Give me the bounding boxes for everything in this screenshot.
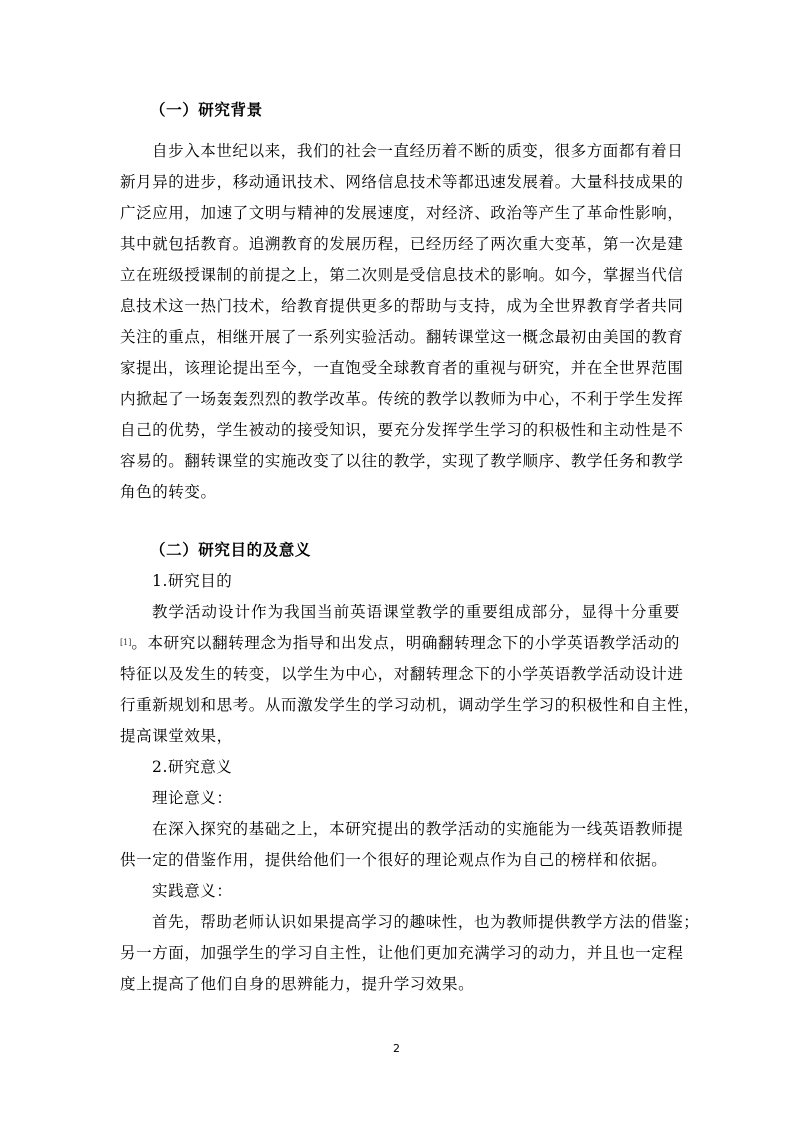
paragraph-line: 在深入探究的基础之上，本研究提出的教学活动的实施能为一线英语教师提: [152, 820, 684, 838]
paragraph-line: 广泛应用，加速了文明与精神的发展速度，对经济、政治等产生了革命性影响，: [120, 204, 684, 222]
label-practice-significance: 实践意义：: [152, 882, 233, 900]
paragraph-line: 行重新规划和思考。从而激发学生的学习动机，调动学生学习的积极性和自主性，: [120, 696, 700, 714]
subheading-significance: 2.研究意义: [152, 758, 233, 776]
section-heading-purpose: （二）研究目的及意义: [150, 540, 312, 559]
paragraph-line: 度上提高了他们自身的思辨能力，提升学习效果。: [120, 975, 475, 993]
paragraph-line: 首先，帮助老师认识如果提高学习的趣味性，也为教师提供教学方法的借鉴；: [152, 913, 700, 931]
paragraph-line: 供一定的借鉴作用，提供给他们一个很好的理论观点作为自己的榜样和依据。: [120, 851, 668, 869]
paragraph-line: 特征以及发生的转变，以学生为中心，对翻转理念下的小学英语教学活动设计进: [120, 665, 684, 683]
paragraph-line: 息技术这一热门技术，给教育提供更多的帮助与支持，成为全世界教育学者共同: [120, 297, 684, 315]
paragraph-line: 自步入本世纪以来，我们的社会一直经历着不断的质变，很多方面都有着日: [152, 142, 684, 160]
paragraph-line: 关注的重点，相继开展了一系列实验活动。翻转课堂这一概念最初由美国的教育: [120, 328, 684, 346]
paragraph-line: 家提出，该理论提出至今，一直饱受全球教育者的重视与研究，并在全世界范围: [120, 359, 684, 377]
paragraph-line: 容易的。翻转课堂的实施改变了以往的教学，实现了教学顺序、教学任务和教学: [120, 452, 684, 470]
citation-followup-text: 。本研究以翻转理念为指导和出发点，明确翻转理念下的小学英语教学活动的: [131, 634, 680, 652]
paragraph-line: 新月异的进步，移动通讯技术、网络信息技术等都迅速发展着。大量科技成果的: [120, 173, 684, 191]
section-heading-background: （一）研究背景: [150, 100, 263, 119]
paragraph-line: 立在班级授课制的前提之上，第二次则是受信息技术的影响。如今，掌握当代信: [120, 266, 684, 284]
subheading-purpose: 1.研究目的: [152, 572, 233, 590]
paragraph-line: 提高课堂效果，: [120, 727, 233, 745]
paragraph-line-with-citation: [120, 633, 680, 653]
paragraph-line: 其中就包括教育。追溯教育的发展历程，已经历经了两次重大变革，第一次是建: [120, 235, 684, 253]
paragraph-line: 自己的优势，学生被动的接受知识，要充分发挥学生学习的积极性和主动性是不: [120, 421, 684, 439]
paragraph-line: 内掀起了一场轰轰烈烈的教学改革。传统的教学以教师为中心，不利于学生发挥: [120, 390, 684, 408]
paragraph-line: 角色的转变。: [120, 483, 217, 501]
paragraph-line: 另一方面，加强学生的学习自主性，让他们更加充满学习的动力，并且也一定程: [120, 944, 684, 962]
label-theory-significance: 理论意义：: [152, 789, 233, 807]
citation-marker: [1]: [120, 638, 132, 647]
paragraph-line: 教学活动设计作为我国当前英语课堂教学的重要组成部分，显得十分重要: [152, 603, 680, 621]
page-number: 2: [393, 1042, 400, 1055]
